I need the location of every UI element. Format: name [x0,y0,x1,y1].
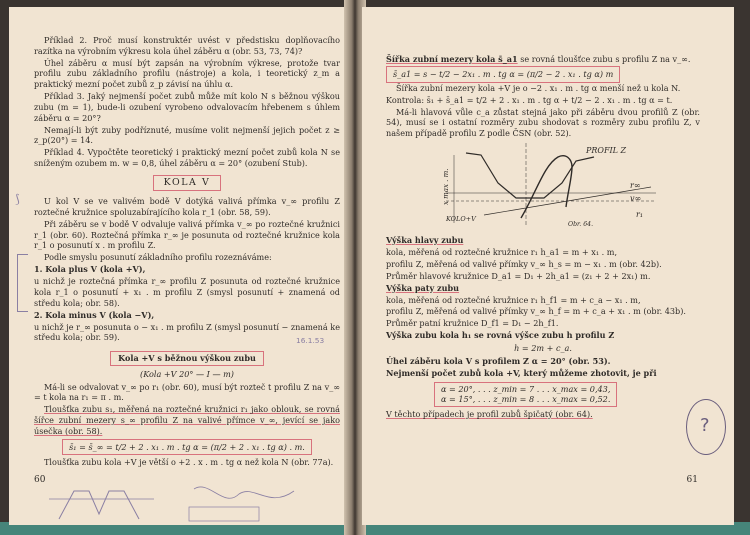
subhead-title: Kola +V s běžnou výškou zubu [110,351,264,366]
min-teeth-row-15: α = 15°, . . . z_min = 8 . . . x_max = 0,52. [441,394,611,405]
pencil-circle-mark [686,399,726,455]
left-page-text [34,35,340,469]
example3-paragraph: Příklad 3. Jaký nejmenší počet zubů může mít kolo N s běžnou výškou zubu (m = 1), bude-li ozubení vyrobeno odvalovacím hřebenem s úhlem záběru α = 20°? [34,91,340,123]
thickness-formula-wrap [34,439,340,456]
section-title-box [34,175,340,192]
fig-label-kolo: KOLO+V [446,214,476,223]
gap-width-head: Šířka zubní mezery kola s̄_a1 [386,54,518,64]
minus-v-item-text: u nichž je r_∞ posunuta o − x₁ . m profilu Z (smysl posunutí − znamená ke středu kola; obr. 59). [34,321,340,343]
fig-label-r1: r₁ [636,209,644,219]
fig-label-vinf: v∞ [630,193,642,203]
gap-formula: s̄_a1 = s − t/2 − 2x₁ . m . tg α = (π/2 − 2 . x₁ . tg α) m [386,66,620,83]
fig-label-rinf: r∞ [630,180,641,190]
subhead-box [34,351,340,366]
min-teeth-table [434,382,617,408]
gears-v-rolling: Při záběru se v bodě V odvaluje valivá přímka v_∞ po roztečné kružnici r_1 (obr. 60). Roztečná přímka r_∞ je posunuta od roztečné kružnice kola r_1 o posunutí x . m profilu Z. [34,218,340,251]
thickness-paragraph: Tloušťka zubu s₁, měřená na roztečné kružnici r₁ jako oblouk, se rovná šířce zubní mezery s_∞ profilu Z na valivé přímce v_∞, jevící se jako úsečka (obr. 58). [34,404,340,436]
circle-note: ? [700,415,710,436]
pitch-paragraph: Má-li se odvalovat v_∞ po r₁ (obr. 60), musí být rozteč t profilu Z na v_∞ = t kola na r₁ = π . m. [34,381,340,403]
gap-compare: Šířka zubní mezery kola +V je o −2 . x₁ . m . tg α menší než u kola N. [396,82,681,93]
thickness-compare: Tloušťka zubu kola +V je větší o +2 . x . m . tg α než kola N (obr. 77a). [44,457,334,468]
notation-formula: (Kola +V 20° — I — m) [140,368,234,379]
gap-formula-wrap [386,66,700,83]
plus-v-item-text: u nichž je roztečná přímka r_∞ profilu Z posunuta od roztečné kružnice kola r_1 o posunutí + x₁ . m profilu Z (smysl posunutí + znamená od středu kola; obr. 58). [34,276,340,308]
margin-handwriting: ⟆ [15,192,20,206]
right-page [362,7,734,525]
tooth-height-line: Výška zubu kola h₁ se rovná výšce zubu h profilu Z [386,330,615,341]
figure-caption: Obr. 64. [568,220,594,228]
section-title: KOLA V [153,175,222,192]
addendum-line1: kola, měřená od roztečné kružnice r₁ h_a1 = m + x₁ . m, [386,246,618,257]
minus-v-item-title: 2. Kola minus V (kola −V), [34,309,155,320]
figure-64 [386,143,700,233]
pointed-profile-line: V těchto případech je profil zubů špičatý (obr. 64). [386,409,593,420]
right-page-text [386,54,700,421]
example2-answer: Úhel záběru α musí být zapsán na výrobním výkrese, protože tvar profilu zubu základního profilu (nástroje) a kola, i teoretický z_m a praktický mezní počet zubů z_p závisí na úhlu α. [34,57,340,90]
shift-sense-intro: Podle smyslu posunutí základního profilu rozeznáváme: [44,252,272,263]
addendum-line2: profilu Z, měřená od valivé přímky v_∞ h_s = m − x₁ . m (obr. 42b). [386,258,662,269]
addendum-head: Výška hlavy zubu [386,234,464,245]
gap-width-paragraph [386,54,700,65]
left-page [9,7,352,525]
tooth-height-formula: h = 2m + c_a. [514,343,572,354]
thickness-formula: s̄₁ = s̄_∞ = t/2 + 2 . x₁ . m . tg α = (π/2 + 2 . x₁ . tg α) . m. [62,439,312,456]
page-number-left: 60 [34,475,46,486]
min-teeth-row-20: α = 20°, . . . z_min = 7 . . . x_max = 0,43, [441,383,611,394]
example4-paragraph: Příklad 4. Vypočtěte teoretický i praktický mezní počet zubů kola N se sníženým ozubem m. w = 0,8, úhel záběru α = 20° (ozubení Stub). [34,147,340,168]
page-number-right: 61 [686,475,698,486]
pencil-sketch [39,479,309,525]
fig-label-profil: PROFIL Z [586,145,627,155]
gears-v-intro: U kol V se ve valivém bodě V dotýká valivá přímka v_∞ profilu Z roztečné kružnice spoluzabírajícího kola r_1 (obr. 58, 59). [34,196,340,217]
dedendum-line1: kola, měřená od roztečné kružnice r₁ h_f1 = m + c_a − x₁ . m, [386,294,641,305]
example3-answer: Nemají-li být zuby podříznuté, musíme volit nejmenší jejich počet z ≥ z_p(20°) = 14. [34,124,340,146]
example2-paragraph: Příklad 2. Proč musí konstruktér uvést v předstisku doplňovacího razítka na výrobním výkresu kola úhel záběru α (obr. 53, 73, 74)? [34,35,340,56]
margin-date-note: 16.1.53 [296,336,325,345]
margin-bracket-mark [17,254,28,312]
plus-v-item-title: 1. Kola plus V (kola +V), [34,264,146,275]
dedendum-line2: profilu Z, měřená od valivé přímky v_∞ h_f = m + c_a + x₁ . m (obr. 43b). [386,306,686,317]
gap-width-rest: se rovná tloušťce zubu s profilu Z na v_∞. [520,54,691,64]
fig-label-xm: x max . m. [442,168,450,205]
dedendum-head: Výška paty zubu [386,282,460,293]
min-teeth-line: Nejmenší počet zubů kola +V, který můžeme zhotovit, je při [386,367,657,378]
clearance-paragraph: Má-li hlavová vůle c_a zůstat stejná jako při záběru dvou profilů Z (obr. 54), musí se i ostatní rozměry zubu shodovat s rozměry zubu profilu Z, v našem případě profilu Z podle ČSN (obr. 52). [386,106,700,139]
pressure-angle-line: Úhel záběru kola V s profilem Z α = 20° (obr. 53). [386,355,611,366]
check-formula: Kontrola: s̄₁ + s̄_a1 = t/2 + 2 . x₁ . m . tg α + t/2 − 2 . x₁ . m . tg α = t. [386,94,673,105]
profile-diagram [426,143,666,227]
addendum-line3: Průměr hlavové kružnice D_a1 = D₁ + 2h_a1 = (z₁ + 2 + 2x₁) m. [386,270,651,281]
dedendum-line3: Průměr patní kružnice D_f1 = D₁ − 2h_f1. [386,318,559,329]
